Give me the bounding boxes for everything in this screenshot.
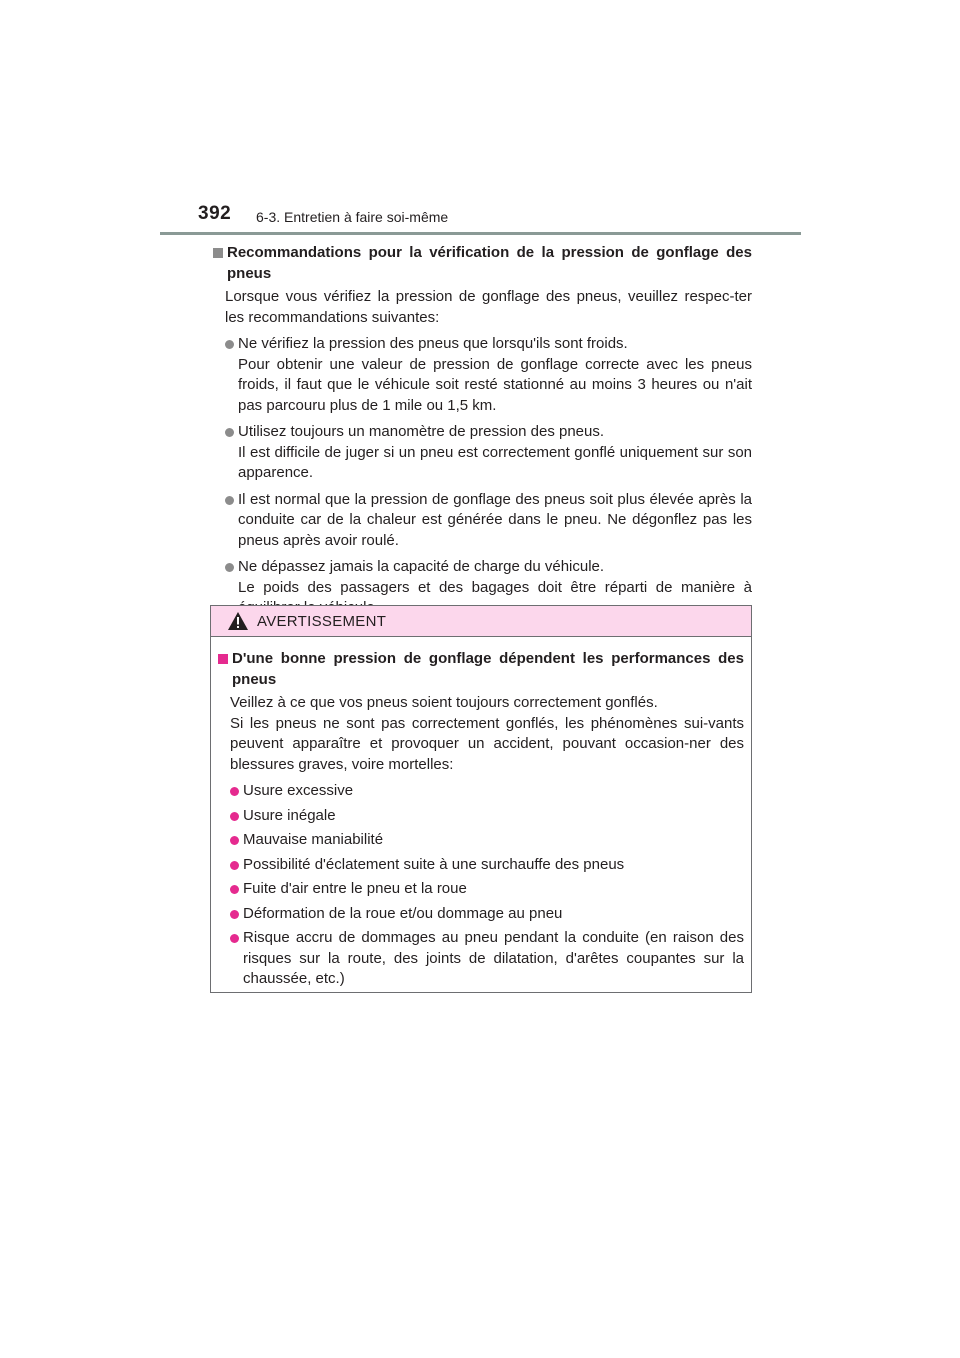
round-bullet-icon [230, 934, 239, 943]
round-bullet-icon [225, 340, 234, 349]
list-item-main: Ne dépassez jamais la capacité de charge du véhicule. [238, 558, 605, 575]
warning-line-2: Si les pneus ne sont pas correctement gonflés, les phénomènes sui-vants peuvent apparaître et provoquer un accident, pouvant occasion-ner des blessures graves, voire mortelles: [230, 714, 744, 773]
page-number: 392 [198, 203, 232, 224]
round-bullet-icon [225, 563, 234, 572]
round-bullet-icon [225, 428, 234, 437]
list-item-text: Mauvaise maniabilité [243, 831, 384, 848]
list-item-text: Déformation de la roue et/ou dommage au pneu [243, 904, 563, 922]
list-item [230, 879, 744, 900]
round-bullet-icon [230, 885, 239, 894]
warning-header [211, 606, 751, 637]
list-item-text: Fuite d'air entre le pneu et la roue [243, 880, 467, 897]
section-title: 6-3. Entretien à faire soi-même [256, 209, 449, 225]
list-item-text: Risque accru de dommages au pneu pendant la conduite (en raison des risques sur la route, des joints de dilatation, d'arêtes coupantes sur la chaussée, etc.) [243, 929, 744, 987]
list-item-detail: Il est difficile de juger si un pneu est correctement gonflé uniquement sur son apparence. [238, 443, 752, 481]
recommendations-heading [213, 243, 752, 284]
square-bullet-icon [213, 248, 223, 258]
header-rule [160, 232, 801, 235]
warning-heading [218, 649, 744, 690]
list-item [225, 334, 752, 416]
warning-body [211, 637, 751, 990]
warning-heading-text: D'une bonne pression de gonflage dépendent les performances des pneus [232, 650, 744, 688]
list-item [230, 855, 744, 876]
list-item [230, 806, 744, 827]
list-item-detail: Pour obtenir une valeur de pression de gonflage correcte avec les pneus froids, il faut que le véhicule soit resté stationné au moins 3 heures ou n'ait pas parcouru plus de 1 mile ou 1,5 km. [238, 355, 752, 414]
round-bullet-icon [230, 812, 239, 821]
warning-triangle-icon [227, 611, 249, 631]
round-bullet-icon [230, 787, 239, 796]
round-bullet-icon [230, 836, 239, 845]
recommendations-section [213, 243, 752, 619]
round-bullet-icon [230, 910, 239, 919]
list-item [230, 781, 744, 802]
list-item [230, 830, 744, 851]
square-bullet-icon [218, 654, 228, 664]
warning-title: AVERTISSEMENT [257, 612, 387, 630]
round-bullet-icon [225, 496, 234, 505]
list-item [225, 490, 752, 552]
list-item-text: Usure inégale [243, 806, 336, 824]
list-item-text: Usure excessive [243, 782, 354, 799]
list-item [230, 928, 744, 990]
recommendations-heading-text: Recommandations pour la vérification de la pression de gonflage des pneus [227, 244, 752, 282]
warning-line-1: Veillez à ce que vos pneus soient toujours correctement gonflés. [230, 694, 658, 711]
list-item-main: Utilisez toujours un manomètre de pression des pneus. [238, 423, 605, 440]
list-item-main: Il est normal que la pression de gonflage des pneus soit plus élevée après la conduite car de la chaleur est générée dans le pneu. Ne dégonflez pas les pneus après avoir roulé. [238, 490, 752, 549]
list-item [230, 904, 744, 925]
list-item [225, 422, 752, 484]
list-item-main: Ne vérifiez la pression des pneus que lorsqu'ils sont froids. [238, 335, 628, 352]
recommendations-intro: Lorsque vous vérifiez la pression de gonflage des pneus, veuillez respec-ter les recommandations suivantes: [225, 288, 752, 326]
list-item-detail: Le poids des passagers et des bagages doit être réparti de manière à [238, 578, 752, 596]
list-item-text: Possibilité d'éclatement suite à une surchauffe des pneus [243, 855, 625, 873]
warning-box [210, 605, 752, 993]
round-bullet-icon [230, 861, 239, 870]
